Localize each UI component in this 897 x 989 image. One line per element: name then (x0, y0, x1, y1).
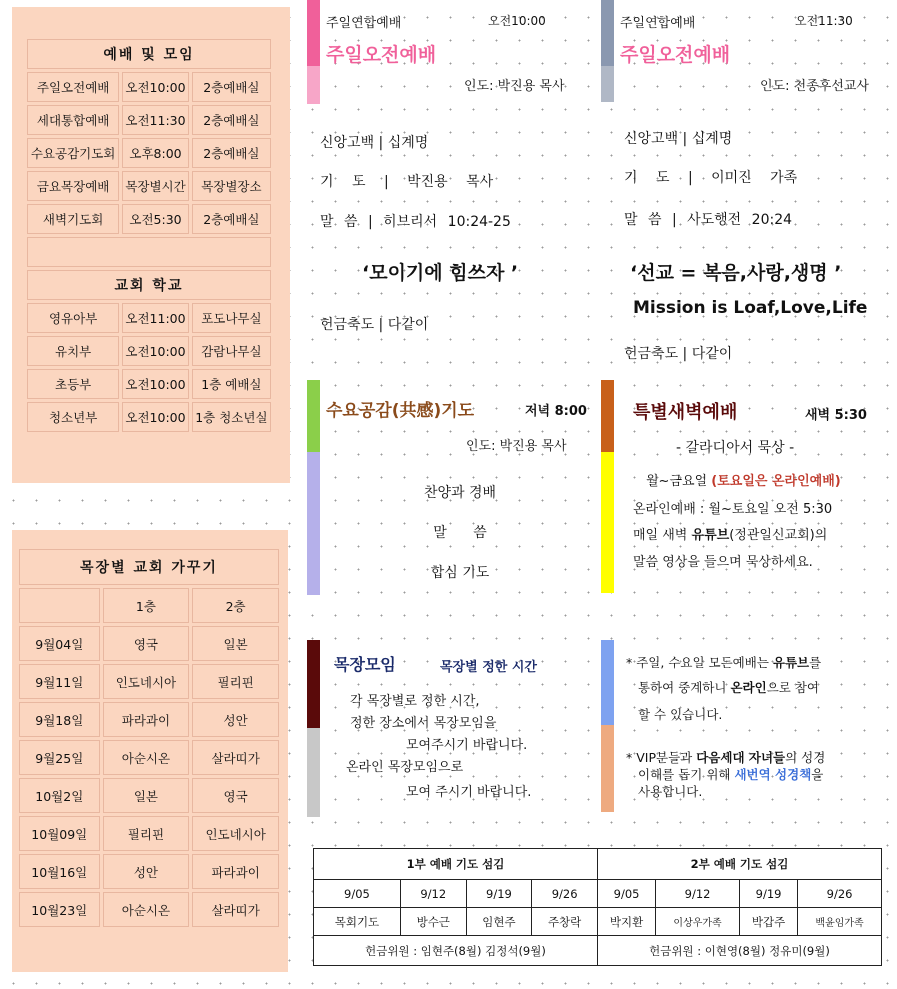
cell: 오전11:00 (122, 303, 189, 333)
notice-1-line1 (626, 653, 821, 671)
prayer-treasurer2: 헌금위원 : 이현영(8월) 정유미(9월) (597, 936, 881, 966)
cell: 인도네시아 (192, 816, 279, 851)
dawn-desc-a: 매일 새벽 (633, 528, 688, 543)
cell: 9월11일 (19, 664, 100, 699)
cell-line: 모여주시기 바랍니다. (406, 738, 528, 753)
cell: 세대통합예배 (27, 105, 119, 135)
notice-2-b: 의 성경 (785, 750, 826, 765)
table-row (27, 138, 271, 168)
wednesday-time: 저녁 8:00 (525, 404, 587, 419)
service2-sermon: ‘선교 = 복음,사랑,생명 ’ (630, 262, 842, 284)
cell: 박지환 (597, 908, 655, 936)
dawn-online-time: 월~토요일 오전 5:30 (708, 502, 833, 517)
dawn-desc-line1 (633, 524, 827, 543)
cell: 박갑주 (739, 908, 797, 936)
service2-offering: 헌금축도 | 다같이 (624, 346, 733, 362)
wednesday-item: 합심 기도 (430, 565, 490, 581)
prayer-treasurer1: 헌금위원 : 임현주(8월) 김정석(9월) (314, 936, 598, 966)
table-row (19, 664, 279, 699)
cell-line: 정한 장소에서 목장모임을 (350, 716, 497, 731)
notice-1-a: * 주일, 수요일 모든예배는 (626, 655, 769, 670)
service2-time: 오전11:30 (795, 14, 853, 28)
cell: 아순시온 (103, 892, 190, 927)
cell: 유치부 (27, 336, 119, 366)
prayer-part1-title: 1부 예배 기도 섬김 (314, 849, 598, 880)
dawn-desc-brand: 유튜브 (691, 528, 730, 543)
cell: 포도나무실 (192, 303, 271, 333)
cell: 목장별장소 (192, 171, 271, 201)
service2-word: 말 씀 | 사도행전 20:24 (624, 212, 793, 228)
cell: 아순시온 (103, 740, 190, 775)
table-row (27, 204, 271, 234)
cell: 1층 (103, 588, 190, 623)
cell: 성안 (192, 702, 279, 737)
dawn-title: 특별새벽예배 (633, 402, 738, 423)
cell: 10월2일 (19, 778, 100, 813)
service2-title: 주일오전예배 (620, 44, 731, 66)
dawn-subtitle: - 갈라디아서 묵상 - (676, 440, 795, 456)
cell: 2층 (192, 588, 279, 623)
table-row (19, 740, 279, 775)
notice-1-online: 온라인 (730, 680, 767, 695)
cell: 주일오전예배 (27, 72, 119, 102)
service1-bar-bottom (307, 66, 320, 104)
cell: 오전10:00 (122, 402, 189, 432)
dawn-online-label: 온라인예배 : (633, 502, 705, 517)
table-row (27, 336, 271, 366)
dawn-bar-top (601, 380, 614, 452)
cell: 영유아부 (27, 303, 119, 333)
worship-table-title: 예배 및 모임 (27, 39, 271, 69)
service1-sermon: ‘모이기에 힘쓰자 ’ (362, 262, 519, 284)
cell-subtitle: 목장별 정한 시간 (440, 660, 537, 675)
cell: 인도네시아 (103, 664, 190, 699)
cell: 2층예배실 (192, 72, 271, 102)
service1-title: 주일오전예배 (326, 44, 437, 66)
cell-church-title: 목장별 교회 가꾸기 (19, 549, 279, 585)
cell: 백윤임가족 (798, 908, 882, 936)
cell: 방수근 (400, 908, 466, 936)
cell: 파라과이 (103, 702, 190, 737)
notice-2-e: 사용합니다. (638, 784, 703, 799)
cell: 9월25일 (19, 740, 100, 775)
service2-subtitle: Mission is Loaf,Love,Life (633, 298, 868, 318)
notice-2-line1 (626, 748, 825, 766)
table-row (19, 702, 279, 737)
cell-church-table (16, 546, 282, 930)
cell: 목장별시간 (122, 171, 189, 201)
cell: 9/26 (798, 880, 882, 908)
cell-bar-top (307, 640, 320, 728)
cell-line: 각 목장별로 정한 시간, (350, 694, 480, 709)
dawn-days-line (646, 470, 841, 489)
wednesday-item: 말 씀 (433, 525, 487, 541)
cell: 목회기도 (314, 908, 401, 936)
cell: 필리핀 (103, 816, 190, 851)
cell: 일본 (103, 778, 190, 813)
wednesday-item: 찬양과 경배 (423, 485, 497, 501)
cell: 9/05 (314, 880, 401, 908)
table-row (19, 816, 279, 851)
cell: 9/12 (400, 880, 466, 908)
cell: 임현주 (466, 908, 532, 936)
cell: 1층 청소년실 (192, 402, 271, 432)
service1-offering: 헌금축도 | 다같이 (320, 317, 429, 333)
cell-title: 목장모임 (334, 655, 396, 674)
blank-row (27, 237, 271, 267)
worship-table-wrap (24, 36, 274, 435)
dawn-days: 월~금요일 (646, 474, 708, 489)
table-row (19, 778, 279, 813)
dawn-desc-b: (정관일신교회)의 (729, 528, 828, 543)
table-row (27, 303, 271, 333)
cell: 2층예배실 (192, 105, 271, 135)
service2-leader: 인도: 천종후선교사 (760, 79, 869, 94)
cell: 2층예배실 (192, 204, 271, 234)
table-row (19, 854, 279, 889)
cell: 오후8:00 (122, 138, 189, 168)
cell: 일본 (192, 626, 279, 661)
service1-leader: 인도: 박진용 목사 (464, 79, 565, 94)
notice-2-bold: 다음세대 자녀들 (696, 750, 786, 765)
dawn-time: 새벽 5:30 (805, 408, 867, 423)
notice-1-c: 통하여 중계하니 (638, 680, 727, 695)
cell: 이상우가족 (656, 908, 740, 936)
dawn-online-line (633, 498, 832, 517)
notice-2-blue: 새번역 성경책 (734, 767, 812, 782)
service1-label: 주일연합예배 (326, 16, 402, 31)
cell: 9/26 (532, 880, 598, 908)
service1-prayer: 기 도 | 박진용 목사 (320, 174, 494, 190)
cell: 9월04일 (19, 626, 100, 661)
table-row (314, 908, 882, 936)
dawn-desc-c: 말씀 영상을 들으며 묵상하세요. (633, 555, 813, 570)
cell: 청소년부 (27, 402, 119, 432)
notice-1-d: 으로 참여 (766, 680, 819, 695)
cell: 오전10:00 (122, 72, 189, 102)
notice-2-line2 (638, 765, 823, 783)
cell-bar-bottom (307, 728, 320, 817)
cell: 10월09일 (19, 816, 100, 851)
cell (19, 588, 100, 623)
table-row (27, 369, 271, 399)
wednesday-bar-bottom (307, 452, 320, 595)
cell: 2층예배실 (192, 138, 271, 168)
table-row (314, 880, 882, 908)
cell-church-table-wrap (16, 546, 282, 930)
cell: 영국 (103, 626, 190, 661)
table-row (19, 588, 279, 623)
worship-table (24, 36, 274, 435)
wednesday-bar-top (307, 380, 320, 452)
cell: 새벽기도회 (27, 204, 119, 234)
prayer-table-wrap (313, 848, 882, 966)
table-row (19, 892, 279, 927)
service1-bar-top (307, 0, 320, 66)
service2-label: 주일연합예배 (620, 16, 696, 31)
notice-2-c: 이해를 돕기 위해 (638, 767, 731, 782)
cell: 살라띠가 (192, 892, 279, 927)
cell: 9/19 (466, 880, 532, 908)
cell: 오전10:00 (122, 369, 189, 399)
cell: 10월16일 (19, 854, 100, 889)
cell: 9월18일 (19, 702, 100, 737)
table-row (27, 105, 271, 135)
notice-2-a: * VIP분들과 (626, 750, 693, 765)
cell: 파라과이 (192, 854, 279, 889)
notice-bar-bottom (601, 725, 614, 812)
wednesday-title: 수요공감(共感)기도 (326, 401, 475, 421)
cell: 주창락 (532, 908, 598, 936)
table-row (27, 402, 271, 432)
cell: 9/19 (739, 880, 797, 908)
cell: 오전5:30 (122, 204, 189, 234)
service1-creed: 신앙고백 | 십계명 (320, 135, 429, 151)
cell: 9/05 (597, 880, 655, 908)
cell: 필리핀 (192, 664, 279, 699)
notice-2-d: 을 (811, 767, 824, 782)
cell: 초등부 (27, 369, 119, 399)
cell: 오전10:00 (122, 336, 189, 366)
cell-line: 온라인 목장모임으로 (346, 760, 464, 775)
wednesday-leader: 인도: 박진용 목사 (466, 439, 567, 454)
notice-1-line2 (638, 678, 819, 696)
cell: 수요공감기도회 (27, 138, 119, 168)
prayer-table (313, 848, 882, 966)
dawn-days-note: (토요일은 온라인예배) (711, 474, 841, 489)
cell: 오전11:30 (122, 105, 189, 135)
service2-bar-bottom (601, 66, 614, 102)
cell: 성안 (103, 854, 190, 889)
notice-1-b: 를 (809, 655, 822, 670)
table-row (19, 626, 279, 661)
service1-time: 오전10:00 (488, 14, 546, 28)
cell-line: 모여 주시기 바랍니다. (406, 785, 532, 800)
cell: 감람나무실 (192, 336, 271, 366)
cell: 9/12 (656, 880, 740, 908)
cell: 영국 (192, 778, 279, 813)
service2-creed: 신앙고백 | 십계명 (624, 131, 733, 147)
cell: 1층 예배실 (192, 369, 271, 399)
dawn-bar-bottom (601, 452, 614, 593)
notice-bar-top (601, 640, 614, 725)
prayer-part2-title: 2부 예배 기도 섬김 (597, 849, 881, 880)
table-row (27, 171, 271, 201)
notice-1-brand: 유튜브 (772, 655, 810, 670)
cell: 금요목장예배 (27, 171, 119, 201)
service2-prayer: 기 도 | 이미진 가족 (624, 170, 798, 186)
service2-bar-top (601, 0, 614, 66)
cell: 살라띠가 (192, 740, 279, 775)
table-row (27, 72, 271, 102)
school-table-title: 교회 학교 (27, 270, 271, 300)
cell: 10월23일 (19, 892, 100, 927)
notice-1-e: 할 수 있습니다. (638, 707, 723, 722)
service1-word: 말 씀 | 히브리서 10:24-25 (320, 214, 511, 230)
